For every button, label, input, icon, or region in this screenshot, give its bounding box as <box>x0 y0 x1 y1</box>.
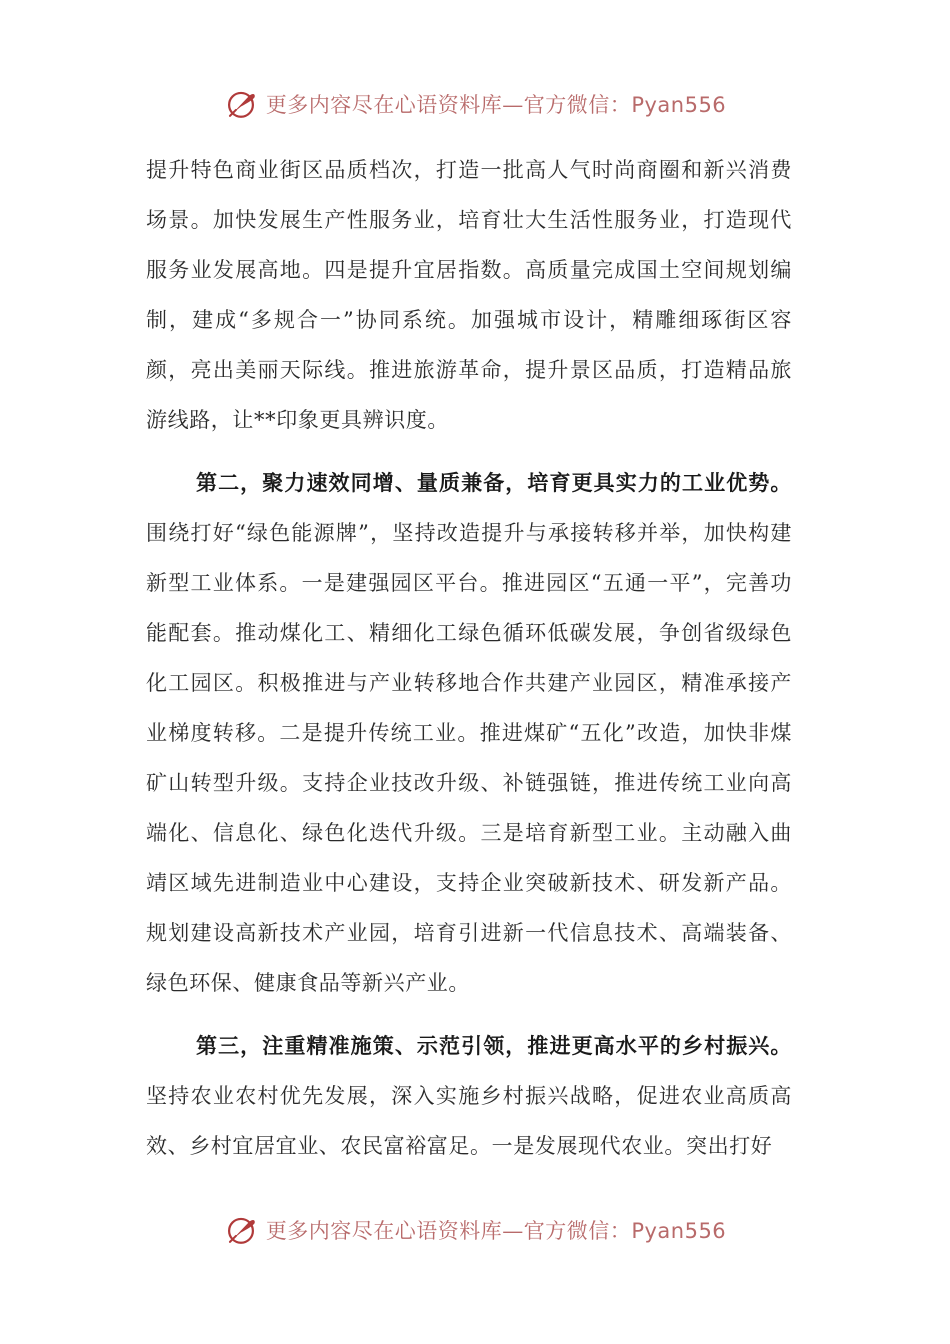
paragraph-text: 提升特色商业街区品质档次，打造一批高人气时尚商圈和新兴消费场景。加快发展生产性服务业，培育壮大生活性服务业，打造现代服务业发展高地。四是提升宜居指数。高质量完成国土空间规划编制，建成“多规合一”协同系统。加强城市设计，精雕细琢街区容颜，亮出美丽天际线。推进旅游革命，提升景区品质，打造精品旅游线路，让**印象更具辨识度。 <box>146 158 792 432</box>
paragraph-heading: 第三，注重精准施策、示范引领，推进更高水平的乡村振兴。 <box>196 1033 792 1059</box>
header-watermark <box>0 84 950 124</box>
quill-logo-icon <box>224 1213 258 1247</box>
watermark-text: 更多内容尽在心语资料库—官方微信：Pyan556 <box>265 1219 727 1243</box>
paragraph-heading: 第二，聚力速效同增、量质兼备，培育更具实力的工业优势。 <box>196 470 792 496</box>
paragraph-text: 围绕打好“绿色能源牌”，坚持改造提升与承接转移并举，加快构建新型工业体系。一是建强园区平台。推进园区“五通一平”，完善功能配套。推动煤化工、精细化工绿色循环低碳发展，争创省级绿色化工园区。积极推进与产业转移地合作共建产业园区，精准承接产业梯度转移。二是提升传统工业。推进煤矿“五化”改造，加快非煤矿山转型升级。支持企业技改升级、补链强链，推进传统工业向高端化、信息化、绿色化迭代升级。三是培育新型工业。主动融入曲靖区域先进制造业中心建设，支持企业突破新技术、研发新产品。规划建设高新技术产业园，培育引进新一代信息技术、高端装备、绿色环保、健康食品等新兴产业。 <box>146 521 792 995</box>
paragraph <box>146 458 792 1008</box>
paragraph <box>146 1021 792 1172</box>
paragraph-text: 坚持农业农村优先发展，深入实施乡村振兴战略，促进农业高质高效、乡村宜居宜业、农民富裕富足。一是发展现代农业。突出打好 <box>146 1084 792 1159</box>
footer-watermark <box>0 1210 950 1250</box>
paragraph <box>146 146 792 445</box>
watermark-text: 更多内容尽在心语资料库—官方微信：Pyan556 <box>265 93 727 117</box>
quill-logo-icon <box>224 87 258 121</box>
document-body <box>146 146 792 1172</box>
